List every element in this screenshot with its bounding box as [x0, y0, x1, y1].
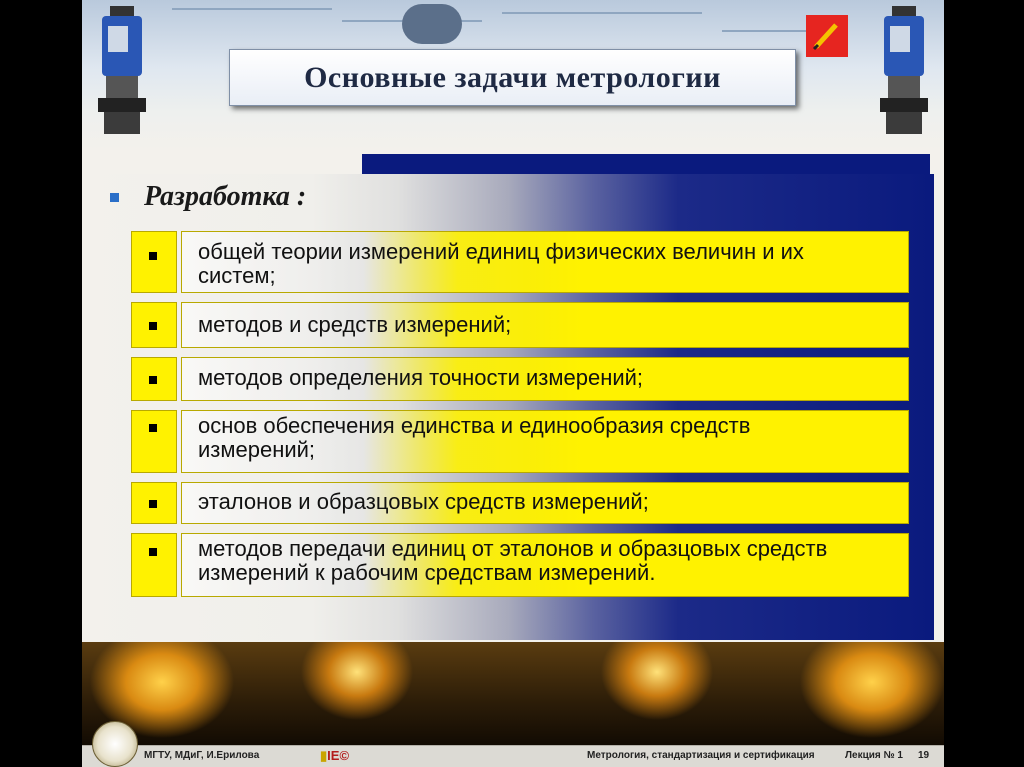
- bullet-box: [131, 231, 177, 293]
- square-bullet-icon: [149, 252, 157, 260]
- heading-bullet-icon: [110, 193, 119, 202]
- bullet-box: [131, 482, 177, 524]
- title-box: [229, 49, 796, 106]
- pen-icon: [806, 15, 848, 57]
- square-bullet-icon: [149, 548, 157, 556]
- page-title: Основные задачи метрологии: [304, 60, 721, 94]
- pen-icon-button[interactable]: [806, 15, 848, 57]
- blue-accent-bar: [362, 154, 930, 174]
- list-item: [131, 482, 909, 524]
- bullet-box: [131, 357, 177, 401]
- list-item: [131, 357, 909, 401]
- section-heading: [110, 181, 306, 213]
- square-bullet-icon: [149, 424, 157, 432]
- item-text: основ обеспечения единства и единообразия средств измерений;: [198, 413, 751, 462]
- list-item: [131, 533, 909, 597]
- footer-bar: [82, 745, 944, 767]
- heading-text: Разработка :: [144, 181, 307, 212]
- footer-course: Метрология, стандартизация и сертификация: [587, 750, 815, 761]
- list-item: [131, 302, 909, 348]
- list-item: [131, 410, 909, 473]
- footer-logo-text: IE©: [327, 748, 350, 763]
- list-item: [131, 231, 909, 293]
- item-text: методов определения точности измерений;: [198, 365, 644, 390]
- square-bullet-icon: [149, 322, 157, 330]
- square-bullet-icon: [149, 376, 157, 384]
- logo-mark-icon: ▮: [320, 748, 328, 763]
- square-bullet-icon: [149, 500, 157, 508]
- item-text: методов и средств измерений;: [198, 312, 512, 337]
- footer-lecture: Лекция № 1: [845, 750, 903, 761]
- total-station-icon: [874, 4, 934, 139]
- bullet-box: [131, 410, 177, 473]
- bullet-box: [131, 302, 177, 348]
- decorative-photo-strip: [82, 642, 944, 745]
- item-text: общей теории измерений единиц физических величин и их систем;: [198, 239, 804, 288]
- university-seal-icon: [92, 721, 138, 767]
- item-text: эталонов и образцовых средств измерений;: [198, 489, 649, 514]
- bullet-box: [131, 533, 177, 597]
- page-number: 19: [918, 750, 930, 761]
- footer-logo: [320, 748, 349, 764]
- slide: [82, 0, 944, 767]
- item-text: методов передачи единиц от эталонов и образцовых средств измерений к рабочим средствам измерений.: [198, 536, 828, 585]
- total-station-icon: [92, 4, 152, 139]
- footer-authors: МГТУ, МДиГ, И.Ерилова: [144, 750, 260, 761]
